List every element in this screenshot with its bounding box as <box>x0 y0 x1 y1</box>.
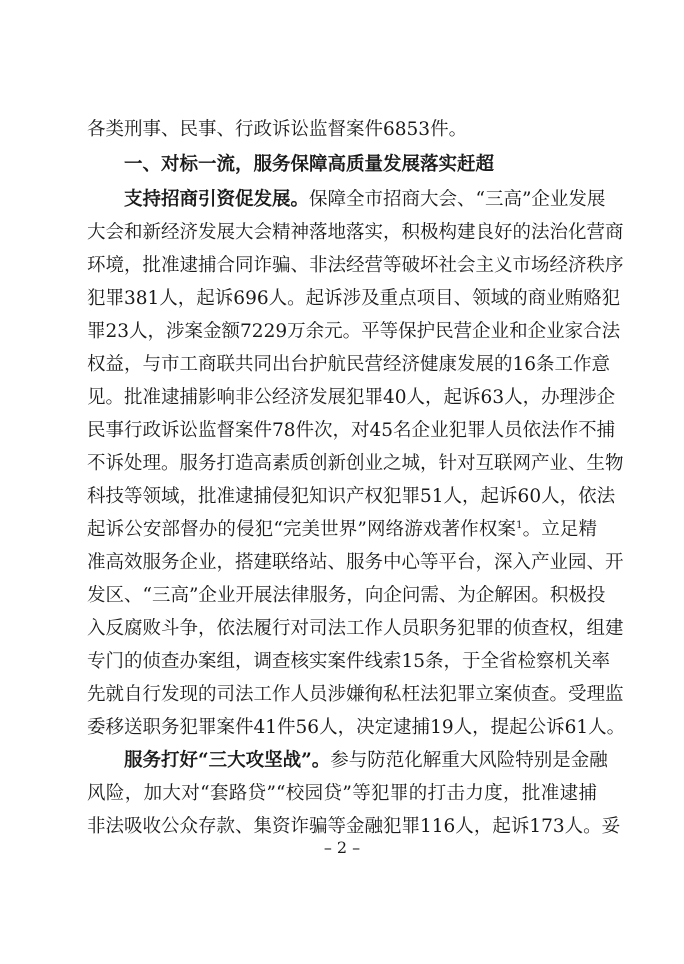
section-heading: 一、对标一流，服务保障高质量发展落实赶超 <box>124 154 495 175</box>
body-text-line-with-footnote <box>87 518 597 542</box>
body-text-line: 民事行政诉讼监督案件78件次，对45名企业犯罪人员依法作不捕 <box>87 420 616 441</box>
paragraph-text: 参与防范化解重大风险特别是金融 <box>330 750 608 771</box>
body-text-line: 入反腐败斗争，依法履行对司法工作人员职务犯罪的侦查权，组建 <box>87 618 624 639</box>
paragraph-lead: 服务打好“三大攻坚战”。 <box>124 750 331 771</box>
body-text-line: 见。批准逮捕影响非公经济发展犯罪40人，起诉63人，办理涉企 <box>87 387 616 408</box>
body-text-line: 权益，与市工商联共同出台护航民营经济健康发展的16条工作意 <box>87 354 611 375</box>
body-text: 。立足精 <box>522 519 597 540</box>
paragraph-text: 保障全市招商大会、“三高”企业发展 <box>309 189 606 210</box>
body-text-line: 非法吸收公众存款、集资诈骗等金融犯罪116人，起诉173人。妥 <box>87 816 621 837</box>
body-text-line: 大会和新经济发展大会精神落地落实，积极构建良好的法治化营商 <box>87 222 624 243</box>
page-number: – 2 – <box>323 838 361 857</box>
paragraph-first-line <box>124 749 608 773</box>
body-text-line: 先就自行发现的司法工作人员涉嫌徇私枉法犯罪立案侦查。受理监 <box>87 684 624 705</box>
body-text-line: 准高效服务企业，搭建联络站、服务中心等平台，深入产业园、开 <box>87 552 624 573</box>
body-text-line: 罪23人，涉案金额7229万余元。平等保护民营企业和企业家合法 <box>87 321 621 342</box>
body-text-line: 专门的侦查办案组，调查核实案件线索15条，于全省检察机关率 <box>87 651 611 672</box>
body-text-line: 各类刑事、民事、行政诉讼监督案件6853件。 <box>87 119 468 140</box>
paragraph-lead: 支持招商引资促发展。 <box>124 189 310 210</box>
body-text-line: 科技等领域，批准逮捕侵犯知识产权犯罪51人，起诉60人，依法 <box>87 486 616 507</box>
body-text-line: 发区、“三高”企业开展法律服务，向企问需、为企解困。积极投 <box>87 585 606 606</box>
body-text-line: 环境，批准逮捕合同诈骗、非法经营等破坏社会主义市场经济秩序 <box>87 255 624 276</box>
body-text-line: 犯罪381人，起诉696人。起诉涉及重点项目、领域的商业贿赂犯 <box>87 288 621 309</box>
footnote-marker[interactable]: 1 <box>516 520 523 531</box>
body-text-line: 风险，加大对“套路贷”“校园贷”等犯罪的打击力度，批准逮捕 <box>87 783 597 804</box>
body-text: 起诉公安部督办的侵犯“完美世界”网络游戏著作权案 <box>87 519 517 540</box>
body-text-line: 委移送职务犯罪案件41件56人，决定逮捕19人，提起公诉61人。 <box>87 717 626 738</box>
paragraph-first-line <box>124 188 606 212</box>
body-text-line: 不诉处理。服务打造高素质创新创业之城，针对互联网产业、生物 <box>87 453 624 474</box>
